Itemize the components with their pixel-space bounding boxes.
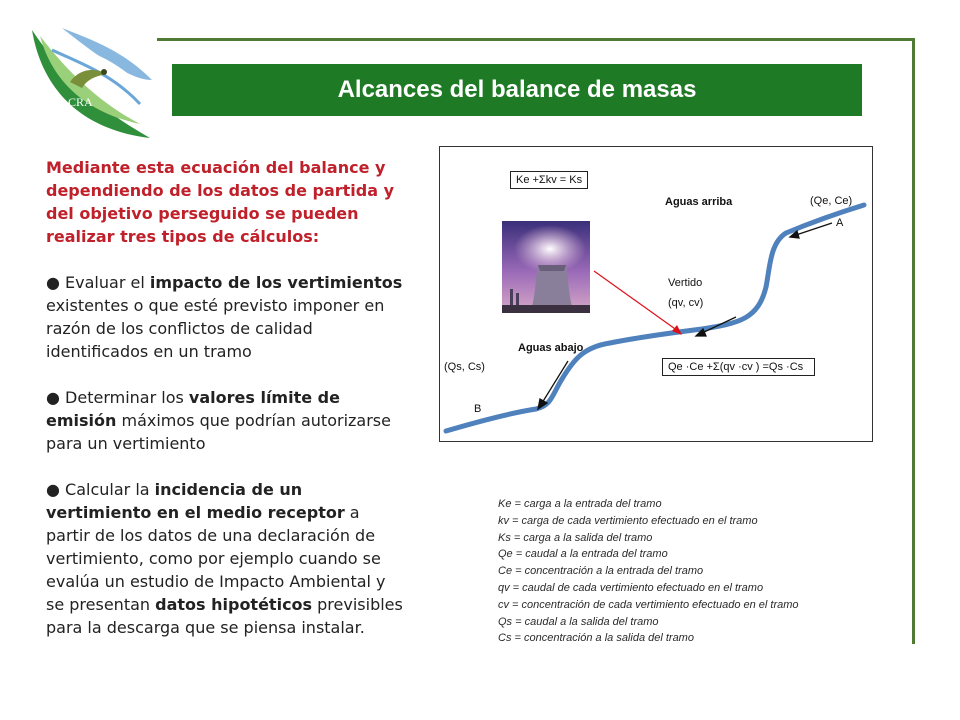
equation-loads-box: Ke +Σkv = Ks — [510, 171, 588, 189]
cra-logo — [22, 20, 162, 150]
label-qv-cv: (qv, cv) — [668, 297, 704, 309]
slide-title: Alcances del balance de masas — [337, 76, 697, 103]
label-qs-cs: (Qs, Cs) — [444, 361, 485, 373]
bullet-impacto: ● Evaluar el impacto de los vertimientos existentes o que esté previsto imponer en razón de los conflictos de calidad identificados en un tramo — [46, 273, 403, 361]
legend-item: Ke = carga a la entrada del tramo — [498, 498, 662, 510]
frame-right-border — [912, 38, 915, 644]
logo-text: CRA — [68, 95, 93, 109]
legend-item: Ks = carga a la salida del tramo — [498, 531, 653, 544]
power-plant-image — [502, 221, 590, 313]
label-vertido: Vertido — [668, 277, 703, 289]
label-point-b: B — [474, 403, 482, 415]
legend-item: cv = concentración de cada vertimiento efectuado en el tramo — [498, 598, 799, 611]
text-column — [46, 156, 406, 662]
title-bar — [172, 64, 862, 116]
intro-text: Mediante esta ecuación del balance y dependiendo de los datos de partida y del objetivo perseguido se pueden realizar tres tipos de cálculos: — [46, 158, 395, 246]
bullet-valores-limite: ● Determinar los valores límite de emisión máximos que podrían autorizarse para un vertimiento — [46, 388, 391, 453]
label-aguas-abajo: Aguas abajo — [518, 342, 584, 354]
discharge-pointer — [594, 271, 678, 331]
legend-item: Qs = caudal a la salida del tramo — [498, 615, 659, 628]
frame-top-border — [157, 38, 915, 41]
legend-item: kv = carga de cada vertimiento efectuado en el tramo — [498, 514, 758, 527]
bullet-incidencia: ● Calcular la incidencia de un vertimiento en el medio receptor a partir de los datos de una declaración de vertimiento, como por ejemplo cuando se evalúa un estudio de Impacto Ambiental y se presentan datos hipotéticos previsibles para la descarga que se piensa instalar. — [46, 480, 403, 637]
legend-item: Ce = concentración a la entrada del tramo — [498, 565, 704, 578]
label-point-a: A — [836, 217, 844, 229]
mass-balance-diagram — [439, 146, 873, 442]
label-aguas-arriba: Aguas arriba — [665, 196, 733, 208]
label-qe-ce: (Qe, Ce) — [810, 195, 853, 207]
variable-legend — [498, 496, 838, 647]
equation-flow-box: Qe ·Ce +Σ(qv ·cv ) =Qs ·Cs — [662, 358, 815, 376]
legend-item: qv = caudal de cada vertimiento efectuado en el tramo — [498, 581, 764, 594]
legend-item: Cs = concentración a la salida del tramo — [498, 632, 694, 645]
legend-item: Qe = caudal a la entrada del tramo — [498, 548, 668, 561]
